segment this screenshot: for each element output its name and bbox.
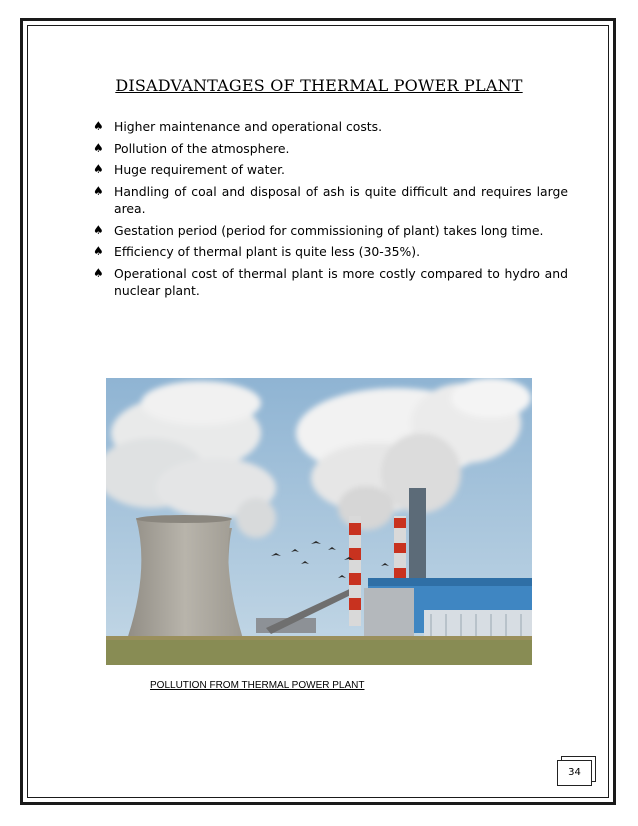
spade-icon: ♠ [93, 222, 104, 237]
disadvantages-list [93, 118, 568, 304]
cooling-tower-front [124, 518, 246, 648]
list-item: ♠ Gestation period (period for commissioning of plant) takes long time. [93, 222, 544, 238]
list-item: ♠ Huge requirement of water. [93, 162, 285, 177]
list-item: ♠ Handling of coal and disposal of ash is quite difficult and requires large area. [93, 183, 568, 216]
spade-icon: ♠ [93, 265, 104, 280]
list-item: ♠ Efficiency of thermal plant is quite less (30-35%). [93, 244, 421, 259]
chimney-left [349, 516, 361, 626]
spade-icon: ♠ [93, 119, 104, 133]
list-item: ♠ Operational cost of thermal plant is more costly compared to hydro and nuclear plant. [93, 265, 568, 298]
thermal-plant-photo [106, 378, 532, 665]
spade-icon: ♠ [93, 162, 104, 176]
thermal-plant-illustration [106, 378, 532, 665]
page-number: 34 [557, 760, 592, 786]
spade-icon: ♠ [93, 183, 104, 198]
boiler-house [364, 588, 414, 638]
list-item: ♠ Higher maintenance and operational costs. [93, 119, 383, 134]
page-title: DISADVANTAGES OF THERMAL POWER PLANT [115, 76, 523, 95]
spade-icon: ♠ [93, 244, 104, 258]
figure-caption: POLLUTION FROM THERMAL POWER PLANT [150, 680, 365, 691]
spade-icon: ♠ [93, 140, 104, 155]
list-item: ♠ Pollution of the atmosphere. [93, 140, 290, 156]
